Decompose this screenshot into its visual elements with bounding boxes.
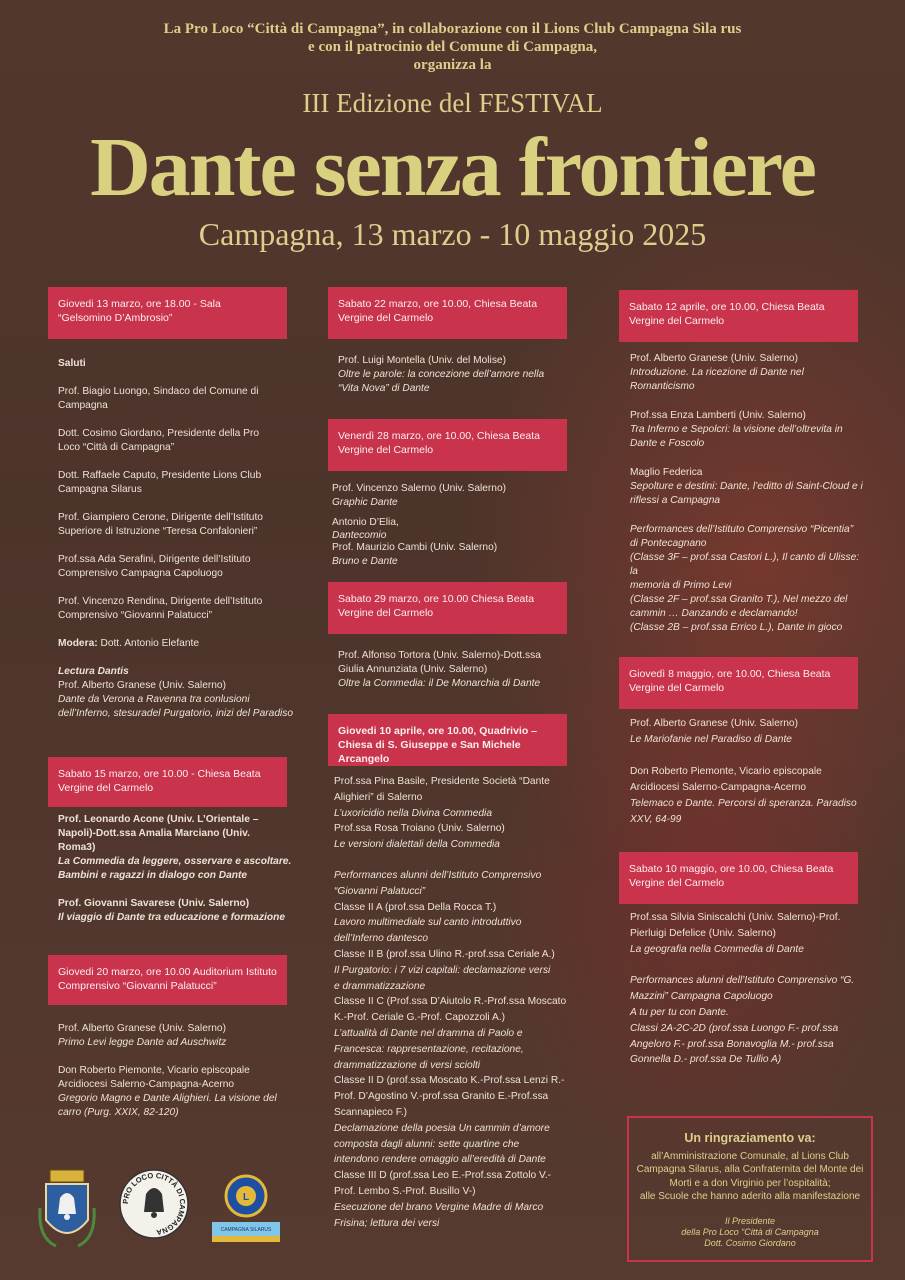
detail-line: Prof. D’Agostino V.-prof.ssa Granito E.-Prof.ssa xyxy=(334,1091,549,1103)
detail-line: Prof.ssa Ada Serafini, Dirigente dell’Istituto xyxy=(58,554,251,565)
event-bar-22-marzo xyxy=(328,287,567,339)
event-bar-10-maggio xyxy=(619,852,858,904)
event-details-20-marzo xyxy=(58,1022,298,1120)
event-bar-line: Vergine del Carmelo xyxy=(338,607,434,619)
event-details-8-maggio xyxy=(630,716,866,828)
svg-text:L: L xyxy=(242,1192,250,1203)
detail-line: Francesca: rappresentazione, recitazione, xyxy=(334,1043,524,1055)
detail-line: carro (Purg. XXIX, 82-120) xyxy=(58,1107,179,1118)
lectura-dantis-heading: Lectura Dantis xyxy=(58,666,129,677)
event-details-13-marzo xyxy=(58,357,298,721)
detail-line: Comprensivo “Giovanni Palatucci” xyxy=(58,610,213,621)
moderator-name: Dott. Antonio Elefante xyxy=(97,638,200,649)
detail-line: L’uxoricidio nella Divina Commedia xyxy=(334,807,492,819)
detail-line: Prof. Alfonso Tortora (Univ. Salerno)-Dott.ssa xyxy=(338,650,541,661)
event-bar-8-maggio xyxy=(619,657,858,709)
detail-line: Classe II A (prof.ssa Della Rocca T.) xyxy=(334,901,497,913)
event-details-15-marzo xyxy=(58,813,298,925)
event-bar-line: Sabato 29 marzo, ore 10.00 Chiesa Beata xyxy=(338,593,535,605)
detail-line: “Giovanni Palatucci” xyxy=(334,885,426,897)
signature-block xyxy=(627,1216,873,1249)
detail-line: Giulia Annunziata (Univ. Salerno) xyxy=(338,664,488,675)
detail-line: drammatizzazione di versi sciolti xyxy=(334,1059,481,1071)
edition-subtitle: III Edizione del FESTIVAL xyxy=(302,88,603,118)
detail-line: Oltre la Commedia: il De Monarchia di Dante xyxy=(338,678,541,689)
detail-line: dell’Inferno dantesco xyxy=(334,933,429,945)
festival-title: Dante senza frontiere xyxy=(90,121,815,214)
organizers-line-3: organizza la xyxy=(413,57,492,73)
thanks-line: Morti e a don Virginio per l’ospitalità; xyxy=(669,1177,831,1189)
detail-line: Gonnella D.- prof.ssa De Tullio A) xyxy=(630,1054,782,1066)
event-details-10-maggio xyxy=(630,910,866,1068)
event-bar-line: Vergine del Carmelo xyxy=(338,312,434,324)
detail-line: Gregorio Magno e Dante Alighieri. La visione del xyxy=(58,1093,277,1104)
detail-line: Bambini e ragazzi in dialogo con Dante xyxy=(58,870,248,881)
detail-line: composta dagli alunni: sette quartine che xyxy=(334,1138,520,1150)
detail-line: Campagna Silarus xyxy=(58,484,142,495)
detail-line: Il viaggio di Dante tra educazione e formazione xyxy=(58,912,286,923)
detail-line: Performances dell’Istituto Comprensivo “Picentia” xyxy=(630,524,854,535)
event-details-22-marzo xyxy=(338,354,570,396)
detail-line: Arcidiocesi Salerno-Campagna-Acerno xyxy=(630,782,807,793)
signature-line: Il Presidente xyxy=(724,1216,776,1226)
detail-line: riflessi a Campagna xyxy=(630,495,721,506)
detail-line: di Pontecagnano xyxy=(630,538,707,549)
detail-line: Classi 2A-2C-2D (prof.ssa Luongo F.- prof.ssa xyxy=(630,1022,839,1034)
detail-line: Prof.ssa Enza Lamberti (Univ. Salerno) xyxy=(630,410,806,421)
event-bar-20-marzo xyxy=(48,955,287,1005)
detail-line: cammin … Danzando e declamando! xyxy=(630,608,798,619)
detail-line: Classe II B (prof.ssa Ulino R.-prof.ssa Ceriale A.) xyxy=(334,948,555,960)
event-bar-line: Vergine del Carmelo xyxy=(629,315,725,327)
event-bar-line: Sabato 10 maggio, ore 10.00, Chiesa Beata xyxy=(629,863,834,875)
detail-line: Mazzini” Campagna Capoluogo xyxy=(630,991,773,1003)
event-details-10-aprile xyxy=(334,774,570,1231)
thanks-line: all’Amministrazione Comunale, al Lions Club xyxy=(651,1150,849,1162)
detail-line: Lavoro multimediale sul canto introduttivo xyxy=(334,917,522,929)
event-bar-12-aprile xyxy=(619,290,858,342)
event-bar-line: Vergine del Carmelo xyxy=(629,877,725,889)
detail-line: Prof. Giampiero Cerone, Dirigente dell’Istituto xyxy=(58,512,263,523)
detail-line: Dante e Foscolo xyxy=(630,438,705,449)
detail-line: Loco “Città di Campagna” xyxy=(58,442,175,453)
detail-line: Oltre le parole: la concezione dell’amore nella xyxy=(338,369,545,380)
detail-line: Bruno e Dante xyxy=(332,556,398,567)
detail-line: Prof. Luigi Montella (Univ. del Molise) xyxy=(338,355,506,366)
detail-line: A tu per tu con Dante. xyxy=(630,1006,729,1018)
detail-line: Dantecomio xyxy=(332,530,387,541)
event-details-28-marzo xyxy=(332,482,568,569)
event-details-29-marzo xyxy=(338,649,570,691)
event-bar-line: Istituto Comprensivo “Giovanni Palatucci” xyxy=(58,966,277,992)
detail-line: e drammatizzazione xyxy=(334,980,426,992)
detail-line: Pierluigi Defelice (Univ. Salerno) xyxy=(630,927,776,939)
organizers-line-2: e con il patrocinio del Comune di Campagna, xyxy=(308,39,597,55)
lions-club-logo xyxy=(212,1172,280,1244)
event-bar-line: Vergine del Carmelo xyxy=(58,782,154,794)
detail-line: Prof.ssa Silvia Siniscalchi (Univ. Salerno)-Prof. xyxy=(630,912,841,923)
detail-line: L’attualità di Dante nel dramma di Paolo e xyxy=(334,1027,523,1039)
detail-line: Esecuzione del brano Vergine Madre di Marco xyxy=(334,1201,544,1213)
detail-line: Campagna xyxy=(58,400,108,411)
event-bar-line: Giovedi 13 marzo, ore 18.00 - Sala “Gelsomino xyxy=(58,298,221,324)
event-bar-line: Sabato 22 marzo, ore 10.00, Chiesa Beata xyxy=(338,298,538,310)
detail-line: memoria di Primo Levi xyxy=(630,580,732,591)
thanks-title: Un ringraziamento va: xyxy=(684,1131,816,1145)
detail-line: Il Purgatorio: i 7 vizi capitali: declamazione versi xyxy=(334,964,551,976)
signature-line: Dott. Cosimo Giordano xyxy=(704,1238,796,1248)
detail-line: K.-Prof. Ceriale G.-Prof. Capozzoli A.) xyxy=(334,1012,505,1024)
event-bar-line: Vergine del Carmelo xyxy=(338,444,434,456)
event-bar-29-marzo xyxy=(328,582,567,634)
detail-line: Prof. Alberto Granese (Univ. Salerno) xyxy=(630,718,798,729)
detail-line: Prof. Maurizio Cambi (Univ. Salerno) xyxy=(332,542,498,553)
detail-line: Prof. Giovanni Savarese (Univ. Salerno) xyxy=(58,898,250,909)
detail-line: Alighieri” di Salerno xyxy=(334,791,423,803)
detail-line: Prof. Alberto Granese (Univ. Salerno) xyxy=(58,680,226,691)
detail-line: Prof. Vincenzo Salerno (Univ. Salerno) xyxy=(332,483,507,494)
detail-line: Le versioni dialettali della Commedia xyxy=(334,839,500,851)
detail-line: Prof. Leonardo Acone (Univ. L’Orientale – xyxy=(58,814,259,825)
event-details-12-aprile xyxy=(630,352,866,635)
detail-line: Graphic Dante xyxy=(332,497,398,508)
detail-line: Tra Inferno e Sepolcri: la visione dell’oltrevita in xyxy=(630,424,843,435)
detail-line: Dott. Raffaele Caputo, Presidente Lions Club xyxy=(58,470,262,481)
event-bar-line: D’Ambrosio” xyxy=(114,312,173,324)
event-bar-15-marzo xyxy=(48,757,287,807)
detail-line: Comprensivo Campagna Capoluogo xyxy=(58,568,223,579)
thanks-line: Campagna Silarus, alla Confraternita del Monte dei xyxy=(636,1164,864,1175)
detail-line: La geografia nella Commedia di Dante xyxy=(630,943,804,955)
lions-club-caption: CAMPAGNA SILARUS xyxy=(220,1227,272,1233)
detail-line: Don Roberto Piemonte, Vicario episcopale xyxy=(58,1065,250,1076)
detail-line: Classe II C (Prof.ssa D’Aiutolo R.-Prof.ssa Moscato xyxy=(334,996,567,1008)
detail-line: Napoli)-Dott.ssa Amalia Marciano (Univ. xyxy=(58,828,250,839)
thanks-line: alle Scuole che hanno aderito alla manifestazione xyxy=(639,1191,861,1202)
event-bar-line: Sabato 15 marzo, ore 10.00 - Chiesa Beata xyxy=(58,768,261,780)
detail-line: Primo Levi legge Dante ad Auschwitz xyxy=(58,1037,227,1048)
detail-line: Arcidiocesi Salerno-Campagna-Acerno xyxy=(58,1079,235,1090)
detail-line: Scannapieco F.) xyxy=(334,1106,408,1118)
detail-line: Classe II D (prof.ssa Moscato K.-Prof.ssa Lenzi R.- xyxy=(334,1075,565,1087)
detail-line: La Commedia da leggere, osservare e ascoltare. xyxy=(58,856,292,867)
event-bar-line: Venerdì 28 marzo, ore 10.00, Chiesa Beata xyxy=(338,430,540,442)
detail-line: (Classe 3F – prof.ssa Castori L.), Il canto di Ulisse: la xyxy=(630,552,860,577)
pro-loco-logo-text: PRO LOCO CITTÀ DI CAMPAGNA xyxy=(120,1170,188,1237)
detail-line: Antonio D’Elia, xyxy=(332,517,399,528)
signature-line: della Pro Loco “Città di Campagna xyxy=(681,1227,819,1237)
moderator-label: Modera: xyxy=(58,638,98,649)
detail-line: Prof. Alberto Granese (Univ. Salerno) xyxy=(58,1023,226,1034)
detail-line: Performances alunni dell’Istituto Comprensivo xyxy=(334,869,542,881)
detail-line: Superiore di Istruzione “Teresa Confalonieri” xyxy=(58,526,258,537)
event-bar-line: Giovedì 8 maggio, ore 10.00, Chiesa Beata xyxy=(629,668,831,680)
detail-line: Prof. Biagio Luongo, Sindaco del Comune di xyxy=(58,386,259,397)
organizers-line-1: La Pro Loco “Città di Campagna”, in collaborazione con il Lions Club Campagna Sìla rus xyxy=(163,21,742,37)
detail-line: Introduzione. La ricezione di Dante nel xyxy=(630,367,804,378)
detail-line: Prof.ssa Rosa Troiano (Univ. Salerno) xyxy=(334,823,505,835)
detail-line: Declamazione della poesia Un cammin d’amore xyxy=(334,1122,550,1134)
detail-line: “Vita Nova” di Dante xyxy=(338,383,430,394)
event-bar-line: Giovedi 10 aprile, ore 10.00, Quadrivio – xyxy=(338,725,538,737)
detail-line: dell’Inferno, stesuradel Purgatorio, inizi del Paradiso xyxy=(58,708,294,719)
event-bar-line: Vergine del Carmelo xyxy=(629,682,725,694)
event-bar-line: Giovedi 20 marzo, ore 10.00 Auditorium xyxy=(58,966,244,978)
detail-line: Frisina; lettura dei versi xyxy=(334,1217,440,1229)
detail-line: XXV, 64-99 xyxy=(630,814,682,825)
detail-line: Angeloro F.- prof.ssa Bonavoglia M.- prof.ssa xyxy=(630,1038,834,1050)
detail-line: Dott. Cosimo Giordano, Presidente della Pro xyxy=(58,428,260,439)
detail-line: Prof. Alberto Granese (Univ. Salerno) xyxy=(630,353,798,364)
event-bar-line: Sabato 12 aprile, ore 10.00, Chiesa Beata xyxy=(629,301,825,313)
detail-line: Maglio Federica xyxy=(630,467,703,478)
detail-line: Le Mariofanie nel Paradiso di Dante xyxy=(630,734,792,745)
detail-line: Don Roberto Piemonte, Vicario episcopale xyxy=(630,766,822,777)
detail-line: Telemaco e Dante. Percorsi di speranza. Paradiso xyxy=(630,798,857,809)
detail-line: Classe III D (prof.ssa Leo E.-Prof.ssa Zottolo V.- xyxy=(334,1170,552,1182)
festival-dates: Campagna, 13 marzo - 10 maggio 2025 xyxy=(198,216,707,252)
event-bar-28-marzo xyxy=(328,419,567,471)
thanks-section xyxy=(627,1132,873,1204)
detail-line: Dante da Verona a Ravenna tra conlusioni xyxy=(58,694,250,705)
detail-line: Prof. Lembo S.-Prof. Busillo V-) xyxy=(334,1185,476,1197)
detail-line: (Classe 2B – prof.ssa Errico L.), Dante in gioco xyxy=(630,622,843,633)
detail-line: Prof.ssa Pina Basile, Presidente Società “Dante xyxy=(334,776,550,787)
event-bar-13-marzo xyxy=(48,287,287,339)
pro-loco-logo xyxy=(118,1168,190,1240)
comune-campagna-crest-icon xyxy=(36,1168,98,1250)
event-bar-line: Chiesa di S. Giuseppe e San Michele Arcangelo xyxy=(338,739,521,765)
moderator-line xyxy=(58,637,298,651)
detail-line: Performances alunni dell’Istituto Comprensivo “G. xyxy=(630,975,855,987)
detail-line: Prof. Vincenzo Rendina, Dirigente dell’Istituto xyxy=(58,596,263,607)
detail-line: Roma3) xyxy=(58,842,96,853)
event-bar-10-aprile xyxy=(328,714,567,766)
detail-line: Sepolture e destini: Dante, l’editto di Saint-Cloud e i xyxy=(630,481,863,492)
detail-line: Saluti xyxy=(58,358,86,369)
detail-line: (Classe 2F – prof.ssa Granito T.), Nel mezzo del xyxy=(630,594,848,605)
detail-line: intendono rendere omaggio all’eredità di Dante xyxy=(334,1154,546,1166)
organizers-text xyxy=(0,20,905,74)
detail-line: Romanticismo xyxy=(630,381,695,392)
